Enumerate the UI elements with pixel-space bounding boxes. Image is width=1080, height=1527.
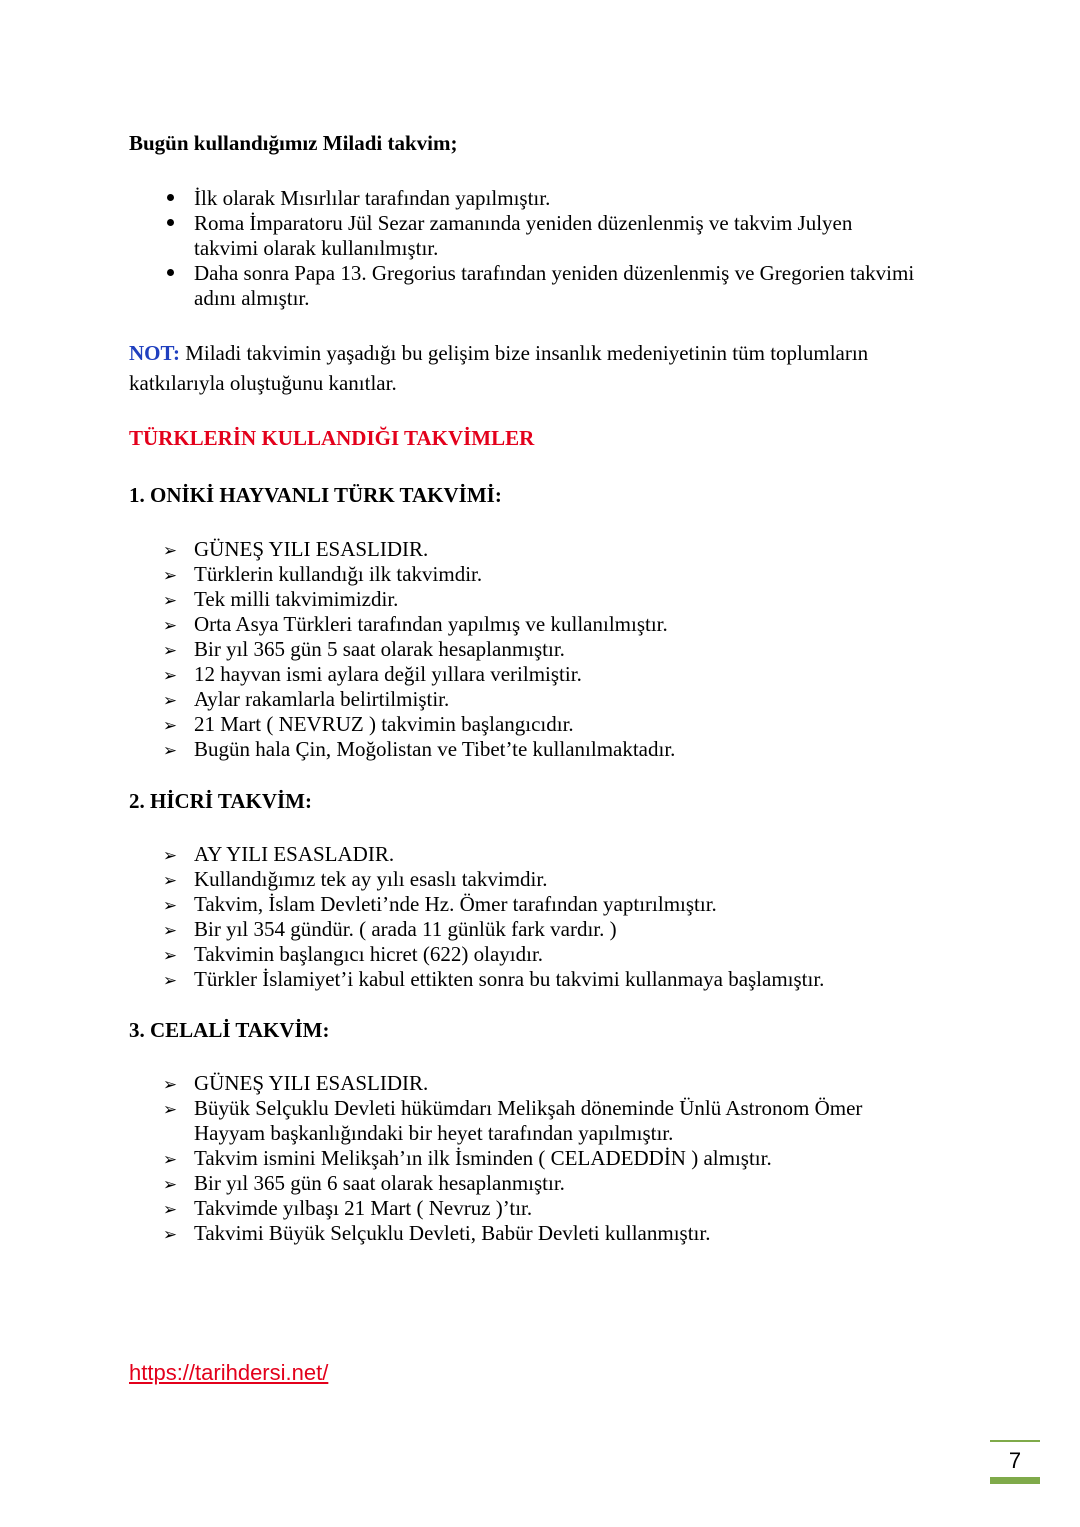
list-item: ➢ 21 Mart ( NEVRUZ ) takvimin başlangıcıdır.	[160, 712, 920, 737]
list-item: ➢ Takvim ismini Melikşah’ın ilk İsminden ( CELADEDDİN ) almıştır.	[160, 1146, 920, 1171]
page-number-top-rule	[990, 1440, 1040, 1442]
celali-list	[160, 1071, 920, 1246]
list-item: ➢ Aylar rakamlarla belirtilmiştir.	[160, 687, 920, 712]
intro-bullet-list	[160, 186, 920, 311]
arrow-bullet-icon: ➢	[162, 591, 178, 611]
section-heading-oniki-hayvanli: 1. ONİKİ HAYVANLI TÜRK TAKVİMİ:	[129, 483, 502, 507]
intro-heading: Bugün kullandığımız Miladi takvim;	[129, 131, 458, 155]
section-heading-celali: 3. CELALİ TAKVİM:	[129, 1018, 330, 1042]
page-number: 7	[1008, 1448, 1022, 1473]
list-item: ➢ Orta Asya Türkleri tarafından yapılmış ve kullanılmıştır.	[160, 612, 920, 637]
arrow-bullet-icon: ➢	[162, 1200, 178, 1220]
bullet-dot-icon	[160, 186, 180, 211]
list-item: ➢ Bir yıl 354 gündür. ( arada 11 günlük fark vardır. )	[160, 917, 920, 942]
list-item: ➢ Bir yıl 365 gün 6 saat olarak hesaplanmıştır.	[160, 1171, 920, 1196]
arrow-bullet-icon: ➢	[162, 946, 178, 966]
arrow-bullet-icon: ➢	[162, 666, 178, 686]
list-item: ➢ Bugün hala Çin, Moğolistan ve Tibet’te kullanılmaktadır.	[160, 737, 920, 762]
note-text: Miladi takvimin yaşadığı bu gelişim bize insanlık medeniyetinin tüm toplumların katkılarıyla oluştuğunu kanıtlar.	[129, 341, 869, 395]
list-item: ➢ Bir yıl 365 gün 5 saat olarak hesaplanmıştır.	[160, 637, 920, 662]
note-paragraph	[129, 338, 919, 398]
list-item: ➢ Takvim, İslam Devleti’nde Hz. Ömer tarafından yaptırılmıştır.	[160, 892, 920, 917]
arrow-bullet-icon: ➢	[162, 1175, 178, 1195]
list-item: ➢ Türklerin kullandığı ilk takvimdir.	[160, 562, 920, 587]
arrow-bullet-icon: ➢	[162, 741, 178, 761]
arrow-bullet-icon: ➢	[162, 1100, 178, 1120]
section-heading-hicri: 2. HİCRİ TAKVİM:	[129, 789, 312, 813]
arrow-bullet-icon: ➢	[162, 896, 178, 916]
arrow-bullet-icon: ➢	[162, 616, 178, 636]
list-item: Roma İmparatoru Jül Sezar zamanında yeniden düzenlenmiş ve takvim Julyen takvimi olarak kullanılmıştır.	[160, 211, 920, 261]
arrow-bullet-icon: ➢	[162, 971, 178, 991]
arrow-bullet-icon: ➢	[162, 871, 178, 891]
list-item: ➢ Kullandığımız tek ay yılı esaslı takvimdir.	[160, 867, 920, 892]
hicri-list	[160, 842, 920, 992]
arrow-bullet-icon: ➢	[162, 541, 178, 561]
page-number-bottom-bar	[990, 1477, 1040, 1484]
oniki-hayvanli-list	[160, 537, 920, 762]
bullet-dot-icon	[160, 211, 180, 236]
note-label: NOT:	[129, 341, 180, 365]
list-item: İlk olarak Mısırlılar tarafından yapılmıştır.	[160, 186, 920, 211]
arrow-bullet-icon: ➢	[162, 641, 178, 661]
list-item: ➢ Takvimi Büyük Selçuklu Devleti, Babür Devleti kullanmıştır.	[160, 1221, 920, 1246]
footer-link[interactable]: https://tarihdersi.net/	[129, 1360, 329, 1385]
arrow-bullet-icon: ➢	[162, 566, 178, 586]
arrow-bullet-icon: ➢	[162, 846, 178, 866]
arrow-bullet-icon: ➢	[162, 1075, 178, 1095]
arrow-bullet-icon: ➢	[162, 1150, 178, 1170]
section-title: TÜRKLERİN KULLANDIĞI TAKVİMLER	[129, 426, 535, 450]
arrow-bullet-icon: ➢	[162, 921, 178, 941]
list-item: ➢ Türkler İslamiyet’i kabul ettikten sonra bu takvimi kullanmaya başlamıştır.	[160, 967, 920, 992]
arrow-bullet-icon: ➢	[162, 691, 178, 711]
list-item: ➢ Takvimde yılbaşı 21 Mart ( Nevruz )’tır.	[160, 1196, 920, 1221]
arrow-bullet-icon: ➢	[162, 716, 178, 736]
list-item: ➢ AY YILI ESASLADIR.	[160, 842, 920, 867]
bullet-dot-icon	[160, 261, 180, 286]
arrow-bullet-icon: ➢	[162, 1225, 178, 1245]
list-item: ➢ GÜNEŞ YILI ESASLIDIR.	[160, 1071, 920, 1096]
list-item: Daha sonra Papa 13. Gregorius tarafından yeniden düzenlenmiş ve Gregorien takvimi adını almıştır.	[160, 261, 920, 311]
list-item: ➢ Tek milli takvimimizdir.	[160, 587, 920, 612]
list-item: ➢ Büyük Selçuklu Devleti hükümdarı Melikşah döneminde Ünlü Astronom Ömer Hayyam başkanlığındaki bir heyet tarafından yapılmıştır.	[160, 1096, 920, 1146]
page-number-box	[990, 1440, 1040, 1484]
list-item: ➢ Takvimin başlangıcı hicret (622) olayıdır.	[160, 942, 920, 967]
list-item: ➢ GÜNEŞ YILI ESASLIDIR.	[160, 537, 920, 562]
list-item: ➢ 12 hayvan ismi aylara değil yıllara verilmiştir.	[160, 662, 920, 687]
